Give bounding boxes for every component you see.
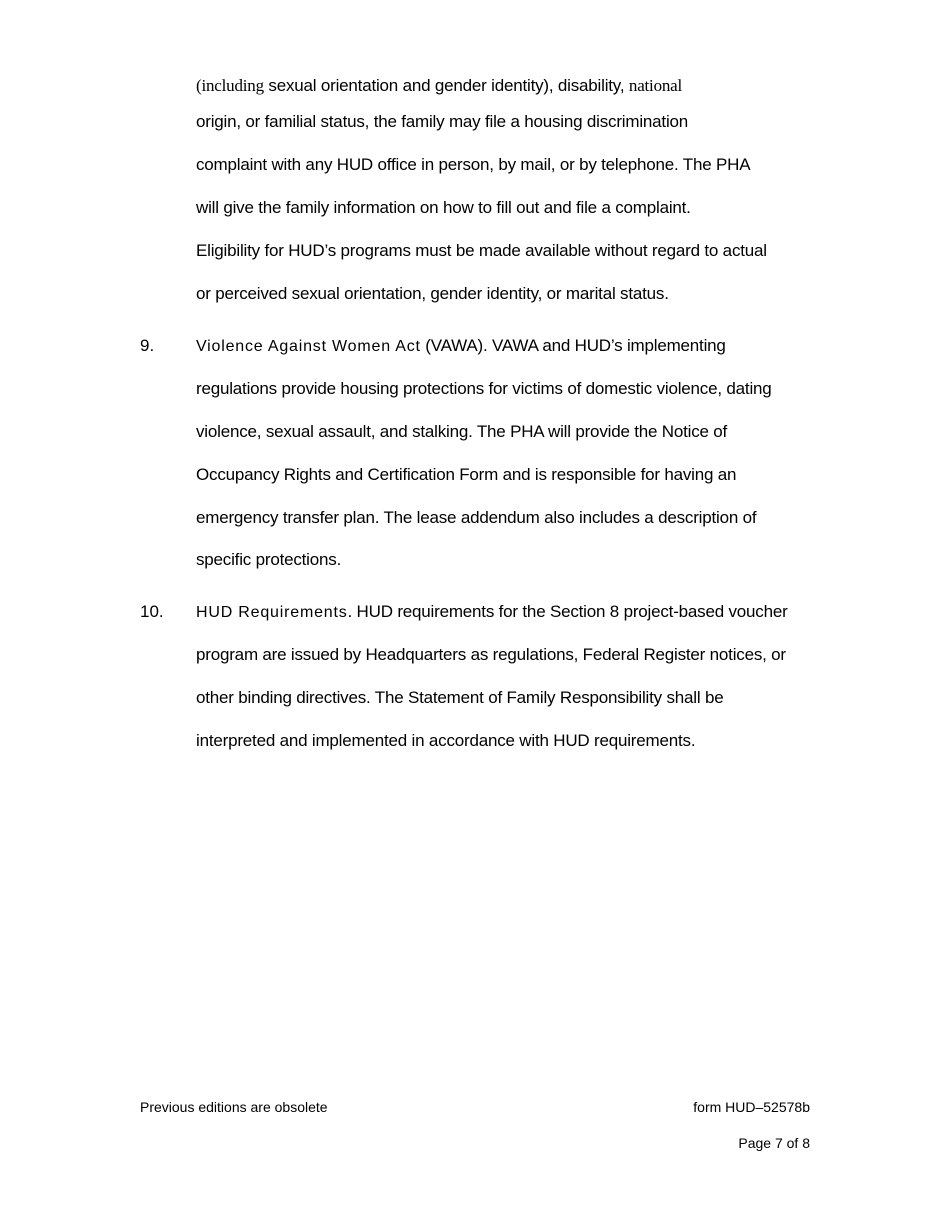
item-number: 9. [140, 336, 155, 355]
paragraph-line: violence, sexual assault, and stalking. The PHA will provide the Notice of [196, 422, 728, 441]
paragraph-line [196, 601, 788, 624]
section-heading: Violence Against Women Act [196, 338, 421, 355]
paragraph-line: other binding directives. The Statement of Family Responsibility shall be [196, 688, 724, 707]
paragraph-line: specific protections. [196, 550, 342, 569]
paragraph-line: origin, or familial status, the family may file a housing discrimination [196, 112, 689, 131]
text-fragment: . HUD requirements for the Section 8 project-based voucher [347, 602, 788, 621]
paragraph-line: regulations provide housing protections for victims of domestic violence, dating [196, 379, 772, 398]
paragraph-line: Eligibility for HUD’s programs must be made available without regard to actual [196, 241, 767, 260]
text-fragment: (VAWA). VAWA and HUD’s implementing [420, 336, 726, 355]
text-fragment: (including [196, 76, 264, 95]
footer-obsolete-note: Previous editions are obsolete [140, 1099, 328, 1115]
paragraph-line [196, 75, 682, 97]
paragraph-line: emergency transfer plan. The lease addendum also includes a description of [196, 508, 757, 527]
paragraph-line: complaint with any HUD office in person, by mail, or by telephone. The PHA [196, 155, 751, 174]
item-number: 10. [140, 602, 164, 621]
paragraph-line [196, 335, 726, 358]
paragraph-line: program are issued by Headquarters as regulations, Federal Register notices, or [196, 645, 786, 664]
paragraph-line: Occupancy Rights and Certification Form and is responsible for having an [196, 465, 737, 484]
paragraph-line: will give the family information on how to fill out and file a complaint. [196, 198, 691, 217]
text-fragment: sexual orientation and gender identity), disability, [263, 76, 629, 95]
text-fragment: national [628, 76, 683, 95]
paragraph-line: or perceived sexual orientation, gender identity, or marital status. [196, 284, 669, 303]
paragraph-line: interpreted and implemented in accordance with HUD requirements. [196, 731, 696, 750]
footer-page-number: Page 7 of 8 [738, 1135, 810, 1151]
footer-form-id: form HUD–52578b [693, 1099, 810, 1115]
section-heading: HUD Requirements [196, 604, 348, 621]
